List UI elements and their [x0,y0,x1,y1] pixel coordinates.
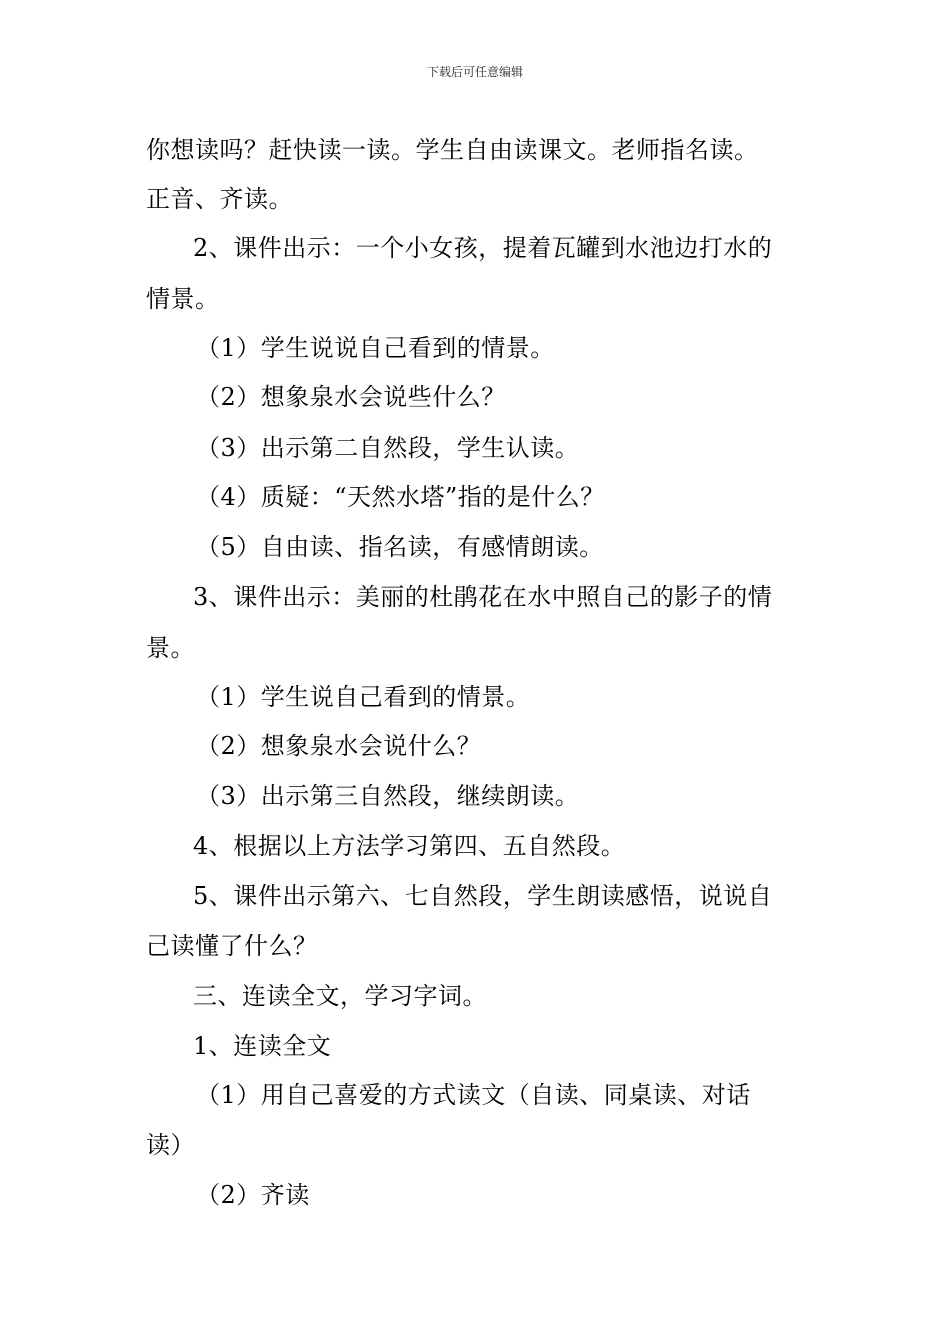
text-line-4: 情景。 [146,285,220,313]
text-line-7: （3）出示第二自然段，学生认读。 [196,434,580,462]
text-line-14: （3）出示第三自然段，继续朗读。 [196,782,580,810]
text-line-16: 5、课件出示第六、七自然段，学生朗读感悟，说说自 [193,882,773,910]
page-header: 下载后可任意编辑 [426,65,523,79]
text-line-10: 3、课件出示：美丽的杜鹃花在水中照自己的影子的情 [193,583,773,611]
text-line-8: （4）质疑：“天然水塔”指的是什么？ [196,483,605,511]
text-line-12: （1）学生说自己看到的情景。 [196,683,531,711]
text-line-15: 4、根据以上方法学习第四、五自然段。 [193,832,626,860]
text-line-2: 正音、齐读。 [146,185,293,213]
text-line-18: 三、连读全文，学习字词。 [193,982,487,1010]
text-line-19: 1、连读全文 [193,1032,332,1060]
text-line-1: 你想读吗？赶快读一读。学生自由读课文。老师指名读。 [146,136,759,164]
text-line-13: （2）想象泉水会说什么？ [196,732,482,760]
text-line-6: （2）想象泉水会说些什么？ [196,383,506,411]
text-line-17: 己读懂了什么？ [146,932,318,960]
text-line-3: 2、课件出示：一个小女孩，提着瓦罐到水池边打水的 [193,234,773,262]
text-line-21: 读） [146,1131,195,1159]
text-line-11: 景。 [146,634,195,662]
text-line-5: （1）学生说说自己看到的情景。 [196,334,555,362]
text-line-22: （2）齐读 [196,1181,310,1209]
text-line-9: （5）自由读、指名读，有感情朗读。 [196,533,604,561]
text-line-20: （1）用自己喜爱的方式读文（自读、同桌读、对话 [196,1081,751,1109]
